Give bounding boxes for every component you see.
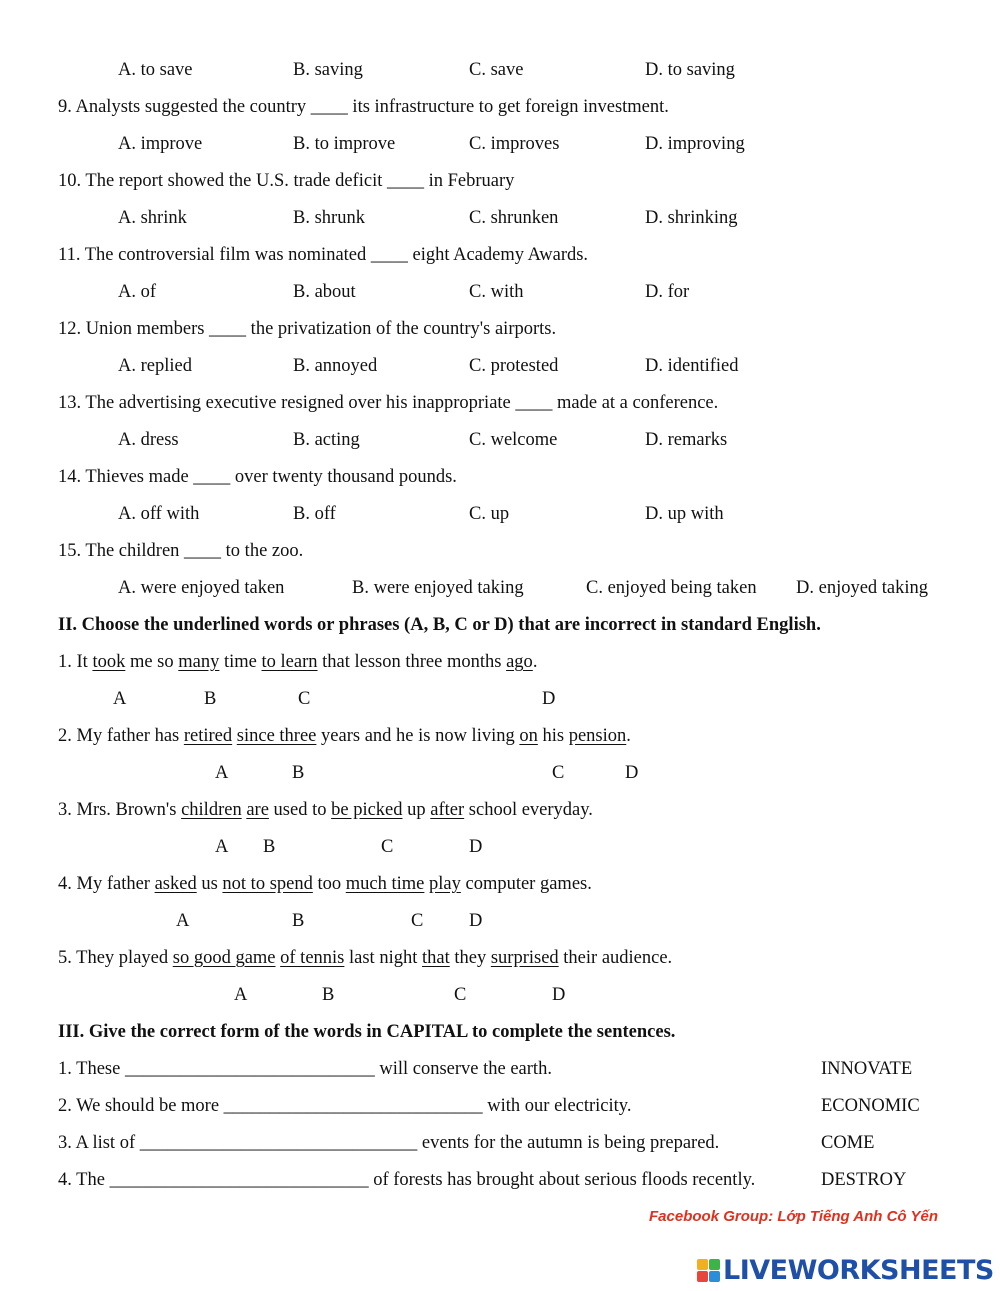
liveworksheets-logo-icon <box>697 1259 720 1282</box>
underlined-option[interactable]: children <box>181 800 242 820</box>
letter-c: C <box>454 985 467 1005</box>
letter-c: C <box>411 911 424 931</box>
logo-square <box>697 1271 708 1282</box>
letter-c: C <box>381 837 394 857</box>
logo-square <box>697 1259 708 1270</box>
text: used to <box>268 800 332 820</box>
option[interactable]: A. improve <box>118 134 203 154</box>
underlined-option[interactable]: be picked <box>331 800 403 820</box>
text: 2. We should be more <box>58 1096 224 1116</box>
option[interactable]: C. with <box>469 282 524 302</box>
text: computer games. <box>460 874 592 894</box>
letter-d: D <box>542 689 556 709</box>
option[interactable]: D. improving <box>645 134 745 154</box>
option[interactable]: C. save <box>469 60 524 80</box>
underlined-option[interactable]: not to spend <box>222 874 313 894</box>
text: 5. They played <box>58 948 173 968</box>
liveworksheets-logo-text: LIVEWORKSHEETS <box>723 1254 994 1286</box>
option[interactable]: A. of <box>118 282 157 302</box>
word-form-item-1 <box>58 1057 552 1081</box>
word-form-item-3 <box>58 1131 719 1155</box>
letter-b: B <box>204 689 217 709</box>
text: . <box>532 652 538 672</box>
capital-word: DESTROY <box>821 1170 907 1190</box>
underlined-option[interactable]: that <box>421 948 450 968</box>
text: 4. The <box>58 1170 110 1190</box>
option[interactable]: B. were enjoyed taking <box>352 578 524 598</box>
question-11: 11. The controversial film was nominated ____ eight Academy Awards. <box>58 245 589 265</box>
underlined-option[interactable]: since three <box>236 726 317 746</box>
text: his <box>537 726 569 746</box>
text: that lesson three months <box>317 652 507 672</box>
text: of forests has brought about serious floods recently. <box>368 1170 756 1190</box>
error-sentence-5 <box>58 946 672 970</box>
option[interactable]: A. were enjoyed taken <box>118 578 285 598</box>
text: 4. My father <box>58 874 155 894</box>
question-12: 12. Union members ____ the privatization of the country's airports. <box>58 319 557 339</box>
underlined-option[interactable]: much time <box>345 874 425 894</box>
facebook-group-credit: Facebook Group: Lớp Tiếng Anh Cô Yến <box>649 1208 938 1225</box>
underlined-option[interactable]: after <box>430 800 465 820</box>
option[interactable]: A. dress <box>118 430 179 450</box>
text: events for the autumn is being prepared. <box>417 1133 720 1153</box>
letter-a: A <box>113 689 127 709</box>
section-3-heading: III. Give the correct form of the words in CAPITAL to complete the sentences. <box>58 1022 676 1042</box>
underlined-option[interactable]: pension <box>568 726 627 746</box>
question-15: 15. The children ____ to the zoo. <box>58 541 304 561</box>
word-form-item-2 <box>58 1094 631 1118</box>
option[interactable]: B. annoyed <box>293 356 378 376</box>
logo-square <box>709 1259 720 1270</box>
question-13: 13. The advertising executive resigned over his inappropriate ____ made at a conference. <box>58 393 719 413</box>
text: they <box>449 948 491 968</box>
text: too <box>312 874 346 894</box>
text: their audience. <box>558 948 673 968</box>
option[interactable]: B. shrunk <box>293 208 365 228</box>
underlined-option[interactable]: on <box>519 726 538 746</box>
option[interactable]: C. up <box>469 504 510 524</box>
underlined-option[interactable]: retired <box>183 726 233 746</box>
text: with our electricity. <box>482 1096 632 1116</box>
question-9: 9. Analysts suggested the country ____ its infrastructure to get foreign investment. <box>58 97 669 117</box>
option[interactable]: D. up with <box>645 504 724 524</box>
text: me so <box>125 652 179 672</box>
text: 3. A list of <box>58 1133 140 1153</box>
text: years and he is now living <box>316 726 520 746</box>
answer-blank[interactable]: ___________________________ <box>124 1059 375 1079</box>
letter-b: B <box>292 763 305 783</box>
text: up <box>402 800 431 820</box>
error-sentence-2 <box>58 724 631 748</box>
option[interactable]: C. enjoyed being taken <box>586 578 757 598</box>
letter-d: D <box>552 985 566 1005</box>
text: 1. These <box>58 1059 125 1079</box>
text: school everyday. <box>464 800 593 820</box>
letter-b: B <box>263 837 276 857</box>
question-14: 14. Thieves made ____ over twenty thousand pounds. <box>58 467 457 487</box>
option[interactable]: C. welcome <box>469 430 558 450</box>
letter-d: D <box>469 837 483 857</box>
option[interactable]: A. off with <box>118 504 200 524</box>
option[interactable]: D. remarks <box>645 430 728 450</box>
option[interactable]: D. shrinking <box>645 208 738 228</box>
option[interactable]: C. protested <box>469 356 559 376</box>
letter-a: A <box>215 763 229 783</box>
option[interactable]: D. enjoyed taking <box>796 578 929 598</box>
text: 3. Mrs. Brown's <box>58 800 182 820</box>
letter-a: A <box>234 985 248 1005</box>
option[interactable]: A. to save <box>118 60 193 80</box>
liveworksheets-logo[interactable] <box>697 1254 994 1286</box>
underlined-option[interactable]: are <box>246 800 269 820</box>
underlined-option[interactable]: of tennis <box>280 948 345 968</box>
option[interactable]: B. acting <box>293 430 360 450</box>
underlined-option[interactable]: asked <box>154 874 197 894</box>
letter-d: D <box>469 911 483 931</box>
answer-blank[interactable]: ______________________________ <box>139 1133 418 1153</box>
error-sentence-1 <box>58 650 537 674</box>
underlined-option[interactable]: so good game <box>172 948 276 968</box>
letter-d: D <box>625 763 639 783</box>
underlined-option[interactable]: to learn <box>261 652 318 672</box>
option[interactable]: D. for <box>645 282 690 302</box>
option[interactable]: A. replied <box>118 356 192 376</box>
capital-word: COME <box>821 1133 875 1153</box>
letter-a: A <box>176 911 190 931</box>
text: last night <box>344 948 422 968</box>
question-10: 10. The report showed the U.S. trade deficit ____ in February <box>58 171 515 191</box>
underlined-option[interactable]: ago <box>506 652 533 672</box>
capital-word: ECONOMIC <box>821 1096 920 1116</box>
text: 2. My father has <box>58 726 184 746</box>
section-2-heading: II. Choose the underlined words or phrases (A, B, C or D) that are incorrect in standard English. <box>58 615 821 635</box>
option[interactable]: B. off <box>293 504 336 524</box>
logo-square <box>709 1271 720 1282</box>
text: us <box>196 874 223 894</box>
option[interactable]: C. improves <box>469 134 560 154</box>
letter-b: B <box>322 985 335 1005</box>
error-sentence-3 <box>58 798 593 822</box>
letter-c: C <box>552 763 565 783</box>
error-sentence-4 <box>58 872 592 896</box>
option[interactable]: A. shrink <box>118 208 187 228</box>
underlined-option[interactable]: play <box>429 874 461 894</box>
text: time <box>219 652 262 672</box>
answer-blank[interactable]: ____________________________ <box>223 1096 483 1116</box>
option[interactable]: B. about <box>293 282 356 302</box>
underlined-option[interactable]: took <box>92 652 126 672</box>
underlined-option[interactable]: many <box>178 652 220 672</box>
letter-c: C <box>298 689 311 709</box>
word-form-item-4 <box>58 1168 755 1192</box>
option[interactable]: C. shrunken <box>469 208 559 228</box>
text: will conserve the earth. <box>374 1059 552 1079</box>
letter-a: A <box>215 837 229 857</box>
option[interactable]: B. to improve <box>293 134 396 154</box>
answer-blank[interactable]: ____________________________ <box>109 1170 369 1190</box>
text: . <box>626 726 631 746</box>
capital-word: INNOVATE <box>821 1059 913 1079</box>
option[interactable]: D. to saving <box>645 60 735 80</box>
letter-b: B <box>292 911 305 931</box>
text: 1. It <box>58 652 93 672</box>
option[interactable]: B. saving <box>293 60 363 80</box>
option[interactable]: D. identified <box>645 356 739 376</box>
underlined-option[interactable]: surprised <box>490 948 559 968</box>
